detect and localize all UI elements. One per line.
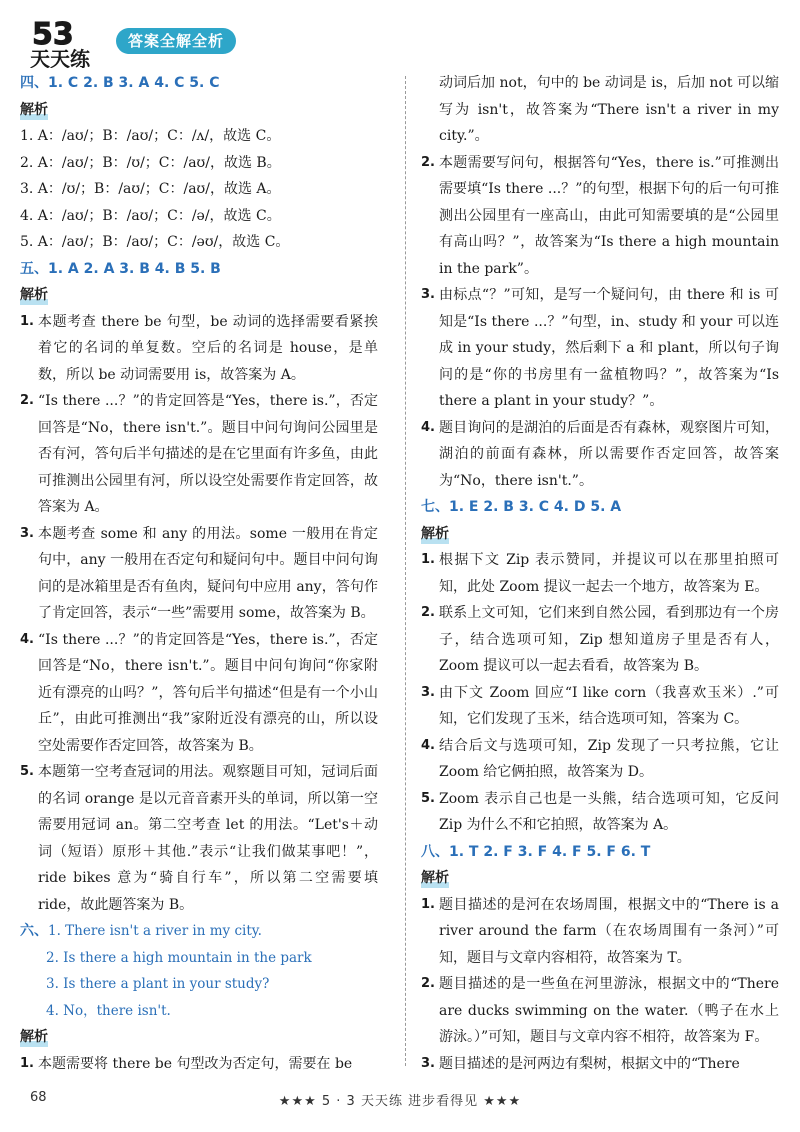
section-6-answers: 六、1. There isn't a river in my city.	[20, 923, 262, 939]
page-number: 68	[30, 1090, 47, 1105]
continued-text: 动词后加 not，句中的 be 动词是 is，后加 not 可以缩写为 isn't，故答案为“There isn't a river in my city.”。	[439, 75, 779, 144]
analysis-label: 解析	[20, 284, 48, 306]
column-divider	[405, 76, 406, 1066]
page-footer	[0, 1090, 800, 1114]
section-badge: 答案全解全析	[116, 28, 236, 54]
analysis-label: 解析	[421, 523, 449, 545]
analysis-label: 解析	[421, 867, 449, 889]
s5-item: 5. 本题第一空考查冠词的用法。观察题目可知，冠词后面的名词 orange 是以元音音素开头的单词，所以第一空需要用冠词 an。第二空考查 let 的用法。“Let's＋动词（短语）原形＋其他.”表示“让我们做某事吧！”，ride bikes 意为“骑自行车”，所以第二空需要填 ride，故此题答案为 B。	[20, 764, 378, 913]
s5-item: 3. 本题考查 some 和 any 的用法。some 一般用在肯定句中，any 一般用在否定句和疑问句中。题目中问句询问的是冰箱里是否有鱼肉，疑问句中应用 any，答句作了肯定回答，表示“一些”需要用 some，故答案为 B。	[20, 525, 378, 621]
s7-item: 2. 联系上文可知，它们来到自然公园，看到那边有一个房子，结合选项可知，Zip 想知道房子里是否有人，Zoom 提议可以一起去看看，故答案为 B。	[421, 605, 779, 674]
svg-text:53: 53	[32, 17, 74, 52]
s4-item: 5. A：/aʊ/；B：/aʊ/；C：/əʊ/，故选 C。	[20, 234, 290, 250]
s6-item: 1. 本题需要将 there be 句型改为否定句，需要在 be	[20, 1055, 353, 1072]
s7-item: 4. 结合后文与选项可知，Zip 发现了一只考拉熊，它让 Zoom 给它俩拍照，故答案为 D。	[421, 737, 779, 780]
s4-item: 4. A：/aʊ/；B：/aʊ/；C：/ə/，故选 C。	[20, 207, 281, 224]
s4-item: 2. A：/aʊ/；B：/ʊ/；C：/aʊ/，故选 B。	[20, 154, 281, 171]
s6-answer: 4. No，there isn't.	[46, 1002, 171, 1019]
s6-item: 3. 由标点“？”可知，是写一个疑问句，由 there 和 is 可知是“Is there ...？”句型，in、study 和 your 可以连成 in your study，然后剩下 a 和 plant，所以句子询问的是“你的书房里有一盆植物吗？”，故答案为“Is there a plant in your study？”。	[421, 287, 779, 409]
s6-answer: 2. Is there a high mountain in the park	[46, 949, 312, 966]
s6-answer: 3. Is there a plant in your study?	[46, 976, 270, 992]
section-5-answers: 五、1. A 2. A 3. B 4. B 5. B	[20, 260, 221, 277]
s4-item: 3. A：/ʊ/；B：/aʊ/；C：/aʊ/，故选 A。	[20, 181, 281, 197]
s8-item: 3. 题目描述的是河两边有梨树，根据文中的“There	[421, 1055, 740, 1072]
right-column	[421, 70, 779, 1077]
brand-logo	[28, 14, 112, 68]
s6-item: 2. 本题需要写问句，根据答句“Yes，there is.”可推测出需要填“Is there ...？”的句型，根据下句的后一句可推测出公园里有一座高山，由此可知需要填的是“公园里有高山吗？”，故答案为“Is there a high mountain in the park”。	[421, 154, 779, 277]
s5-item: 4. “Is there ...？”的肯定回答是“Yes，there is.”，否定回答是“No，there isn't.”。题目中问句询问“你家附近有漂亮的山吗？”，答句后半句描述“但是有一个小山丘”，由此可推测出“我”家附近没有漂亮的山，所以设空处需要作否定回答，故答案为 B。	[20, 631, 378, 754]
left-column	[20, 70, 378, 1077]
section-8-answers: 八、1. T 2. F 3. F 4. F 5. F 6. T	[421, 843, 651, 860]
s5-item: 2. “Is there ...？”的肯定回答是“Yes，there is.”，否定回答是“No，there isn't.”。题目中问句询问公园里是否有河，答句后半句描述的是在它里面有许多鱼，由此可推测出公园里有河，所以设空处需要作肯定回答，故答案为 A。	[20, 393, 378, 515]
section-4-answers: 四、1. C 2. B 3. A 4. C 5. C	[20, 75, 220, 91]
section-7-answers: 七、1. E 2. B 3. C 4. D 5. A	[421, 499, 622, 515]
page-header	[28, 12, 788, 72]
analysis-label: 解析	[20, 99, 48, 121]
s5-item: 1. 本题考查 there be 句型，be 动词的选择需要看紧挨着它的名词的单复数。空后的名词是 house，是单数，所以 be 动词需要用 is，故答案为 A。	[20, 313, 378, 383]
s4-item: 1. A：/aʊ/；B：/aʊ/；C：/ʌ/，故选 C。	[20, 128, 281, 144]
analysis-label: 解析	[20, 1026, 48, 1048]
s8-item: 2. 题目描述的是一些鱼在河里游泳，根据文中的“There are ducks swimming on the water.（鸭子在水上游泳。）”可知，题目与文章内容不相符，故答案为 F。	[421, 976, 779, 1045]
s7-item: 1. 根据下文 Zip 表示赞同，并提议可以在那里拍照可知，此处 Zoom 提议一起去一个地方，故答案为 E。	[421, 552, 779, 595]
svg-text:天天练: 天天练	[30, 47, 90, 68]
footer-slogan: ★★★ 5 · 3 天天练 进步看得见 ★★★	[278, 1094, 522, 1109]
s7-item: 3. 由下文 Zoom 回应“I like corn（我喜欢玉米）.”可知，它们发现了玉米，结合选项可知，答案为 C。	[421, 684, 779, 727]
s6-item: 4. 题目询问的是湖泊的后面是否有森林，观察图片可知，湖泊的前面有森林，所以需要作否定回答，故答案为“No，there isn't.”。	[421, 419, 779, 489]
s8-item: 1. 题目描述的是河在农场周围，根据文中的“There is a river around the farm（在农场周围有一条河）”可知，题目与文章内容相符，故答案为 T。	[421, 896, 779, 966]
s7-item: 5. Zoom 表示自己也是一头熊，结合选项可知，它反问 Zip 为什么不和它拍照，故答案为 A。	[421, 790, 779, 833]
